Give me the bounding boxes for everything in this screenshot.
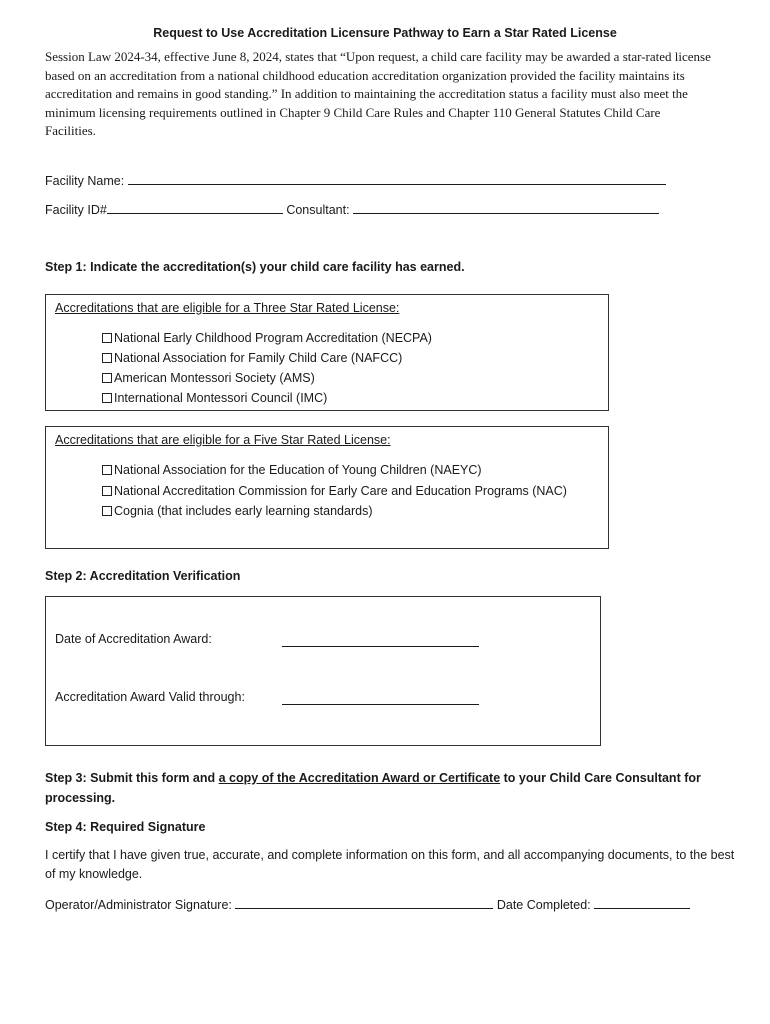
option-necpa[interactable] bbox=[102, 331, 432, 345]
option-imc-label: International Montessori Council (IMC) bbox=[114, 391, 328, 405]
signature-field[interactable] bbox=[235, 897, 493, 909]
checkbox-naeyc[interactable] bbox=[102, 465, 112, 475]
option-cognia[interactable] bbox=[102, 504, 372, 518]
facility-id-row bbox=[45, 202, 659, 217]
step2-heading: Step 2: Accreditation Verification bbox=[45, 569, 241, 583]
step3-suffix: to your Child Care Consultant for processing. bbox=[45, 771, 701, 805]
option-nafcc-label: National Association for Family Child Care (NAFCC) bbox=[114, 351, 403, 365]
award-date-field[interactable] bbox=[282, 632, 479, 647]
facility-name-label: Facility Name: bbox=[45, 174, 125, 188]
signature-label: Operator/Administrator Signature: bbox=[45, 898, 232, 912]
signature-row bbox=[45, 897, 690, 912]
facility-name-row bbox=[45, 173, 666, 188]
option-ams-label: American Montessori Society (AMS) bbox=[114, 371, 315, 385]
step3-instructions bbox=[45, 768, 735, 808]
option-nac-label: National Accreditation Commission for Early Care and Education Programs (NAC) bbox=[114, 484, 567, 498]
date-completed-label: Date Completed: bbox=[496, 898, 591, 912]
option-naeyc-label: National Association for the Education of Young Children (NAEYC) bbox=[114, 463, 482, 477]
step4-heading: Step 4: Required Signature bbox=[45, 820, 206, 834]
valid-through-label: Accreditation Award Valid through: bbox=[55, 690, 245, 704]
checkbox-imc[interactable] bbox=[102, 393, 112, 403]
step1-heading: Step 1: Indicate the accreditation(s) your child care facility has earned. bbox=[45, 260, 465, 274]
option-naeyc[interactable] bbox=[102, 463, 482, 477]
option-nafcc[interactable] bbox=[102, 351, 402, 365]
checkbox-cognia[interactable] bbox=[102, 506, 112, 516]
checkbox-nac[interactable] bbox=[102, 486, 112, 496]
facility-name-field[interactable] bbox=[128, 173, 666, 185]
consultant-field[interactable] bbox=[353, 202, 659, 214]
five-star-title: Accreditations that are eligible for a Five Star Rated License: bbox=[55, 433, 391, 447]
facility-id-label: Facility ID# bbox=[45, 203, 107, 217]
step3-prefix: Step 3: Submit this form and bbox=[45, 771, 219, 785]
facility-id-field[interactable] bbox=[107, 202, 283, 214]
option-imc[interactable] bbox=[102, 391, 327, 405]
checkbox-nafcc[interactable] bbox=[102, 353, 112, 363]
step3-award-copy: a copy of the Accreditation Award or Certificate bbox=[218, 771, 501, 785]
date-completed-field[interactable] bbox=[594, 897, 690, 909]
five-star-box bbox=[45, 426, 609, 549]
option-cognia-label: Cognia (that includes early learning standards) bbox=[114, 504, 373, 518]
award-date-label: Date of Accreditation Award: bbox=[55, 632, 212, 646]
option-ams[interactable] bbox=[102, 371, 315, 385]
option-necpa-label: National Early Childhood Program Accreditation (NECPA) bbox=[114, 331, 432, 345]
option-nac[interactable] bbox=[102, 484, 567, 498]
valid-through-field[interactable] bbox=[282, 690, 479, 705]
checkbox-ams[interactable] bbox=[102, 373, 112, 383]
intro-paragraph: Session Law 2024-34, effective June 8, 2024, states that “Upon request, a child care facility may be awarded a star-rated license based on an accreditation from a national childhood education accreditation organization provided the facility maintains its accreditation and remains in good standing.” In addition to maintaining the accreditation status a facility must also meet the minimum licensing requirements outlined in Chapter 9 Child Care Rules and Chapter 110 General Statutes Child Care Facilities. bbox=[45, 49, 711, 139]
verification-box bbox=[45, 596, 601, 746]
consultant-label: Consultant: bbox=[286, 203, 350, 217]
page-title: Request to Use Accreditation Licensure Pathway to Earn a Star Rated License bbox=[153, 26, 617, 40]
checkbox-necpa[interactable] bbox=[102, 333, 112, 343]
three-star-title: Accreditations that are eligible for a Three Star Rated License: bbox=[55, 301, 400, 315]
certification-text: I certify that I have given true, accurate, and complete information on this form, and all accompanying documents, to the best of my knowledge. bbox=[45, 848, 735, 881]
three-star-box bbox=[45, 294, 609, 411]
